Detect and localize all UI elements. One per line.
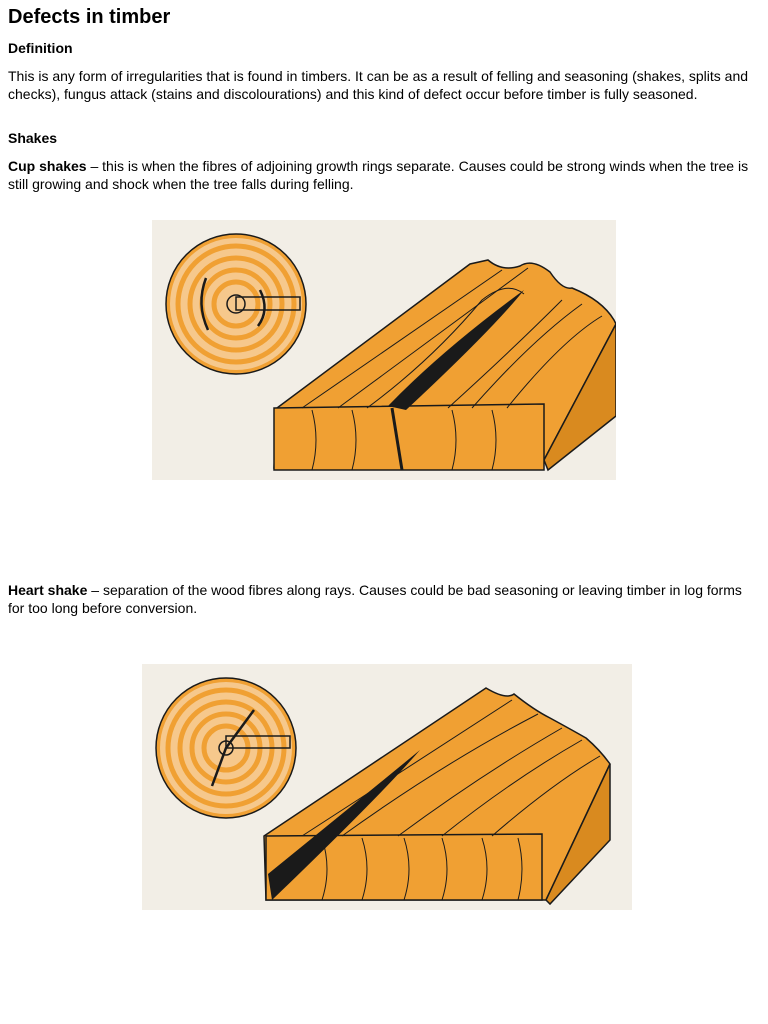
heart-shake-text: – separation of the wood fibres along rays. Causes could be bad seasoning or leaving timber in log forms for too long before conversion. bbox=[8, 582, 742, 616]
cup-shake-illustration bbox=[152, 220, 616, 480]
cup-shakes-paragraph bbox=[8, 157, 760, 193]
definition-heading: Definition bbox=[8, 40, 73, 56]
log-cross-section bbox=[156, 678, 296, 818]
log-cross-section bbox=[166, 234, 306, 374]
cup-shakes-text: – this is when the fibres of adjoining growth rings separate. Causes could be strong winds when the tree is still growing and shock when the tree falls during felling. bbox=[8, 158, 749, 192]
heart-shake-term: Heart shake bbox=[8, 582, 88, 598]
heart-shake-paragraph bbox=[8, 581, 760, 617]
definition-paragraph: This is any form of irregularities that is found in timbers. It can be as a result of felling and seasoning (shakes, splits and checks), fungus attack (stains and discolourations) and this kind of defect occur before timber is fully seasoned. bbox=[8, 68, 749, 102]
shakes-heading: Shakes bbox=[8, 130, 58, 146]
heart-shake-illustration bbox=[142, 664, 632, 910]
cup-shakes-term: Cup shakes bbox=[8, 158, 87, 174]
page-title: Defects in timber bbox=[8, 6, 171, 28]
